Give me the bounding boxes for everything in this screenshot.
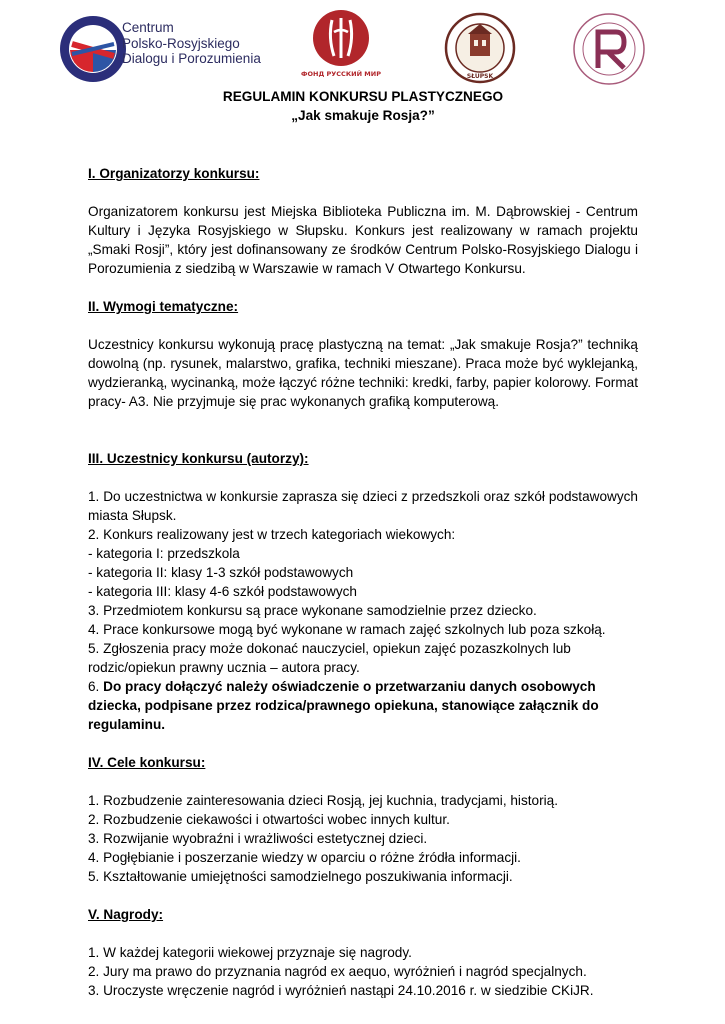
prize-item: 2. Jury ma prawo do przyznania nagród ex aequo, wyróżnień i nagród specjalnych. [88,964,587,979]
goal-item: 1. Rozbudzenie zainteresowania dzieci Rosją, jej kuchnia, tradycjami, historią. [88,793,558,808]
section1-text: Organizatorem konkursu jest Miejska Biblioteka Publiczna im. M. Dąbrowskiej - Centrum Kultury i Języka Rosyjskiego w Słupsku. Konkurs jest realizowany w ramach projektu „Smaki Rosji”, który jest dofinansowany ze środków Centrum Polsko-Rosyjskiego Dialogu i Porozumienia z siedzibą w Warszawie w ramach V Otwartego Konkursu. [88,204,638,276]
prize-item: 3. Uroczyste wręczenie nagród i wyróżnień nastąpi 24.10.2016 r. w siedzibie CKiJR. [88,983,594,998]
russkiy-mir-logo-icon [301,8,381,80]
document-subtitle: „Jak smakuje Rosja?” [291,108,435,123]
goal-item: 2. Rozbudzenie ciekawości i otwartości wobec innych kultur. [88,812,450,827]
item6-bold-text: Do pracy dołączyć należy oświadczenie o przetwarzaniu danych osobowych dziecka, podpisane przez rodzica/prawnego opiekuna, stanowiące załącznik do regulaminu. [88,679,599,732]
category-2: - kategoria II: klasy 1-3 szkół podstawowych [88,565,354,580]
section3-heading: III. Uczestnicy konkursu (autorzy): [88,451,309,466]
regulation-document [88,85,638,1000]
centrum-dialogu-name [122,20,261,67]
logo1-line2: Polsko-Rosyjskiego [122,35,240,51]
section3-item1: 1. Do uczestnictwa w konkursie zaprasza się dzieci z przedszkoli oraz szkół podstawowych miasta Słupsk. [88,489,638,523]
biblioteka-caption: SŁUPSK [466,73,494,80]
section2-text: Uczestnicy konkursu wykonują pracę plastyczną na temat: „Jak smakuje Rosja?” techniką dowolną (np. rysunek, malarstwo, grafika, techniki mieszane). Praca może być wyklejanką, wydzieranką, wycinanką, może łączyć różne techniki: kredki, farby, papier kolorowy. Format pracy- A3. Nie przyjmuje się prac wykonanych grafiką komputerową. [88,337,638,409]
centrum-kultury-logo-icon [572,12,646,86]
section3-item5b: rodzic/opiekun prawny ucznia – autora pracy. [88,660,360,675]
section5-heading: V. Nagrody: [88,907,164,922]
prize-item: 1. W każdej kategorii wiekowej przyznaje się nagrody. [88,945,412,960]
logo-bar [0,8,725,86]
biblioteka-slupsk-logo-icon [444,12,516,84]
section1-heading: I. Organizatorzy konkursu: [88,166,260,181]
goal-item: 3. Rozwijanie wyobraźni i wrażliwości estetycznej dzieci. [88,831,428,846]
section3-item2: 2. Konkurs realizowany jest w trzech kategoriach wiekowych: [88,527,456,542]
section3-item3: 3. Przedmiotem konkursu są prace wykonane samodzielnie przez dziecko. [88,603,537,618]
document-title: REGULAMIN KONKURSU PLASTYCZNEGO [222,89,504,104]
category-1: - kategoria I: przedszkola [88,546,240,561]
goal-item: 5. Kształtowanie umiejętności samodzielnego poszukiwania informacji. [88,869,513,884]
logo1-line1: Centrum [122,20,174,35]
item6-number: 6. [88,679,104,694]
section3-item4: 4. Prace konkursowe mogą być wykonane w ramach zajęć szkolnych lub poza szkołą. [88,622,606,637]
goal-item: 4. Pogłębianie i poszerzanie wiedzy w oparciu o różne źródła informacji. [88,850,521,865]
centrum-dialogu-logo-icon [58,14,128,84]
section2-heading: II. Wymogi tematyczne: [88,299,239,314]
logo1-line3: Dialogu i Porozumienia [122,51,261,66]
section4-heading: IV. Cele konkursu: [88,755,206,770]
russkiy-mir-caption: ФОНД РУССКИЙ МИР [301,70,381,78]
section3-item5a: 5. Zgłoszenia pracy może dokonać nauczyciel, opiekun zajęć pozaszkolnych lub [88,641,571,656]
section3-item6 [88,677,638,734]
category-3: - kategoria III: klasy 4-6 szkół podstawowych [88,584,357,599]
